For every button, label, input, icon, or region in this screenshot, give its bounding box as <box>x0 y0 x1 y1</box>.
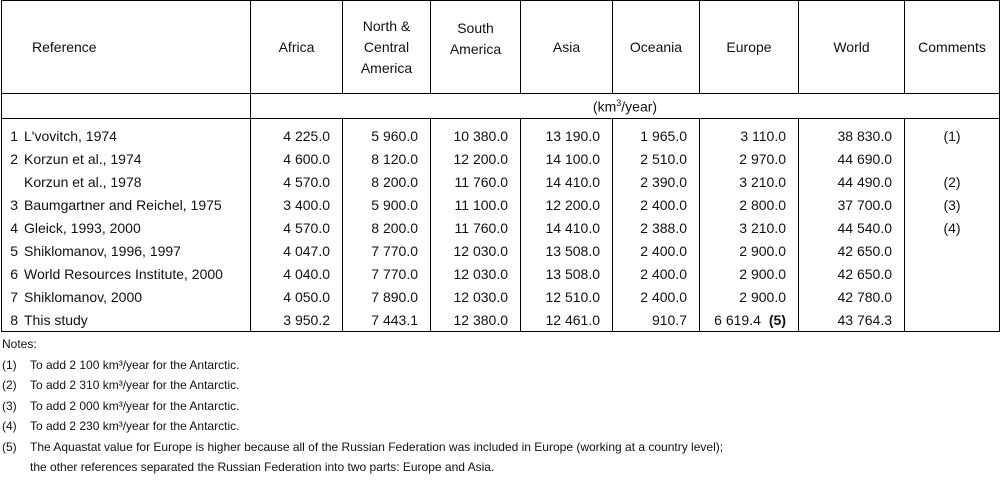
cell-reference <box>2 170 251 193</box>
cell-reference <box>2 119 251 148</box>
cell-oceania: 2 390.0 <box>613 170 700 193</box>
cell-nca: 5 900.0 <box>343 193 431 216</box>
row-number: 7 <box>10 288 18 305</box>
cell-reference <box>2 216 251 239</box>
cell-reference <box>2 285 251 308</box>
table-row <box>2 216 1000 239</box>
cell-world: 38 830.0 <box>799 119 905 148</box>
cell-nca: 8 120.0 <box>343 147 431 170</box>
cell-reference <box>2 262 251 285</box>
cell-europe: 3 210.0 <box>700 170 799 193</box>
header-south-america: South America <box>431 1 521 94</box>
row-number: 1 <box>10 127 18 144</box>
table-row <box>2 119 1000 148</box>
notes-list <box>2 355 723 458</box>
cell-world: 44 490.0 <box>799 170 905 193</box>
cell-comment: (4) <box>905 216 1000 239</box>
table-row <box>2 147 1000 170</box>
reference-text: Shiklomanov, 1996, 1997 <box>24 242 181 259</box>
cell-nca: 8 200.0 <box>343 170 431 193</box>
row-number: 2 <box>10 150 18 167</box>
cell-sa: 11 760.0 <box>431 170 521 193</box>
header-asia: Asia <box>521 1 613 94</box>
reference-text: This study <box>24 311 88 328</box>
row-number: 5 <box>10 242 18 259</box>
note-item <box>2 396 723 417</box>
table-row <box>2 193 1000 216</box>
cell-africa: 4 600.0 <box>251 147 343 170</box>
note-item <box>2 355 723 376</box>
cell-africa: 4 225.0 <box>251 119 343 148</box>
header-north-central-america: North & Central America <box>343 1 431 94</box>
cell-asia: 14 410.0 <box>521 216 613 239</box>
cell-asia: 14 100.0 <box>521 147 613 170</box>
notes-title: Notes: <box>2 337 37 351</box>
cell-sa: 12 030.0 <box>431 285 521 308</box>
cell-asia: 13 190.0 <box>521 119 613 148</box>
cell-asia: 12 510.0 <box>521 285 613 308</box>
cell-comment <box>905 262 1000 285</box>
cell-reference <box>2 193 251 216</box>
cell-oceania: 2 400.0 <box>613 193 700 216</box>
cell-europe: 2 900.0 <box>700 285 799 308</box>
cell-comment <box>905 147 1000 170</box>
cell-africa: 4 570.0 <box>251 216 343 239</box>
header-oceania: Oceania <box>613 1 700 94</box>
cell-oceania: 2 400.0 <box>613 262 700 285</box>
reference-text: Korzun et al., 1978 <box>24 173 142 190</box>
table-row <box>2 170 1000 193</box>
cell-europe: 2 800.0 <box>700 193 799 216</box>
reference-text: Gleick, 1993, 2000 <box>24 219 141 236</box>
cell-europe: 2 900.0 <box>700 262 799 285</box>
cell-sa: 12 030.0 <box>431 239 521 262</box>
cell-comment: (1) <box>905 119 1000 148</box>
cell-asia: 13 508.0 <box>521 239 613 262</box>
cell-reference <box>2 308 251 332</box>
cell-nca: 7 890.0 <box>343 285 431 308</box>
cell-sa: 12 030.0 <box>431 262 521 285</box>
reference-text: Shiklomanov, 2000 <box>24 288 143 305</box>
header-world: World <box>799 1 905 94</box>
cell-world: 37 700.0 <box>799 193 905 216</box>
cell-africa: 3 400.0 <box>251 193 343 216</box>
cell-world: 42 650.0 <box>799 239 905 262</box>
cell-asia: 12 200.0 <box>521 193 613 216</box>
cell-sa: 12 200.0 <box>431 147 521 170</box>
cell-nca: 7 443.1 <box>343 308 431 332</box>
cell-world: 44 690.0 <box>799 147 905 170</box>
cell-nca: 7 770.0 <box>343 239 431 262</box>
cell-sa: 12 380.0 <box>431 308 521 332</box>
reference-text: Baumgartner and Reichel, 1975 <box>24 196 222 213</box>
cell-comment <box>905 285 1000 308</box>
note-text: To add 2 100 km³/year for the Antarctic. <box>30 357 240 372</box>
table-row <box>2 308 1000 332</box>
cell-world: 44 540.0 <box>799 216 905 239</box>
row-number: 3 <box>10 196 18 213</box>
cell-africa: 4 047.0 <box>251 239 343 262</box>
note-text: The Aquastat value for Europe is higher because all of the Russian Federation was included in Europe (working at a country level); <box>30 439 724 454</box>
table-row <box>2 239 1000 262</box>
table-row <box>2 262 1000 285</box>
cell-nca: 5 960.0 <box>343 119 431 148</box>
cell-world: 43 764.3 <box>799 308 905 332</box>
reference-text: Korzun et al., 1974 <box>24 150 142 167</box>
cell-asia: 14 410.0 <box>521 170 613 193</box>
cell-europe: 2 900.0 <box>700 239 799 262</box>
cell-europe: 3 110.0 <box>700 119 799 148</box>
cell-oceania: 2 400.0 <box>613 239 700 262</box>
cell-europe: 2 970.0 <box>700 147 799 170</box>
row-number: 4 <box>10 219 18 236</box>
cell-world: 42 650.0 <box>799 262 905 285</box>
note-item <box>2 437 723 458</box>
cell-sa: 11 100.0 <box>431 193 521 216</box>
note-text: To add 2 000 km³/year for the Antarctic. <box>30 398 240 413</box>
cell-asia: 12 461.0 <box>521 308 613 332</box>
cell-comment: (3) <box>905 193 1000 216</box>
cell-reference <box>2 239 251 262</box>
cell-africa: 4 040.0 <box>251 262 343 285</box>
cell-oceania: 2 400.0 <box>613 285 700 308</box>
note-item <box>2 416 723 437</box>
note-item <box>2 375 723 396</box>
cell-africa: 3 950.2 <box>251 308 343 332</box>
cell-sa: 11 760.0 <box>431 216 521 239</box>
note-key: (4) <box>2 419 17 433</box>
cell-oceania: 1 965.0 <box>613 119 700 148</box>
cell-world: 42 780.0 <box>799 285 905 308</box>
cell-comment <box>905 308 1000 332</box>
note-text: To add 2 310 km³/year for the Antarctic. <box>30 378 240 392</box>
notes-section <box>2 334 723 478</box>
cell-nca: 8 200.0 <box>343 216 431 239</box>
cell-oceania: 2 388.0 <box>613 216 700 239</box>
europe-note-tag: (5) <box>768 311 786 328</box>
data-rows <box>2 119 1000 332</box>
cell-comment <box>905 239 1000 262</box>
water-resources-table <box>1 0 1000 332</box>
cell-oceania: 2 510.0 <box>613 147 700 170</box>
reference-text: L'vovitch, 1974 <box>24 127 117 144</box>
cell-africa: 4 050.0 <box>251 285 343 308</box>
header-reference: Reference <box>2 1 251 94</box>
row-number: 6 <box>10 265 18 282</box>
header-row <box>2 1 1000 94</box>
cell-nca: 7 770.0 <box>343 262 431 285</box>
table-row <box>2 285 1000 308</box>
header-africa: Africa <box>251 1 343 94</box>
row-number: 8 <box>10 311 18 328</box>
cell-europe: 3 210.0 <box>700 216 799 239</box>
header-europe: Europe <box>700 1 799 94</box>
cell-africa: 4 570.0 <box>251 170 343 193</box>
cell-oceania: 910.7 <box>613 308 700 332</box>
header-comments: Comments <box>905 1 1000 94</box>
cell-europe: 6 619.4 (5) <box>700 308 799 332</box>
reference-text: World Resources Institute, 2000 <box>24 265 223 282</box>
note-text: To add 2 230 km³/year for the Antarctic. <box>30 419 240 433</box>
unit-label: $(km^3/year)$ <box>251 94 1000 119</box>
cell-sa: 10 380.0 <box>431 119 521 148</box>
cell-reference <box>2 147 251 170</box>
note-key: (2) <box>2 378 17 392</box>
cell-comment: (2) <box>905 170 1000 193</box>
note-key: (3) <box>2 398 17 413</box>
note-key: (1) <box>2 357 17 372</box>
unit-row <box>2 94 1000 119</box>
note-key: (5) <box>2 439 17 454</box>
cell-asia: 13 508.0 <box>521 262 613 285</box>
note-continuation: the other references separated the Russian Federation into two parts: Europe and Asia. <box>30 460 495 474</box>
